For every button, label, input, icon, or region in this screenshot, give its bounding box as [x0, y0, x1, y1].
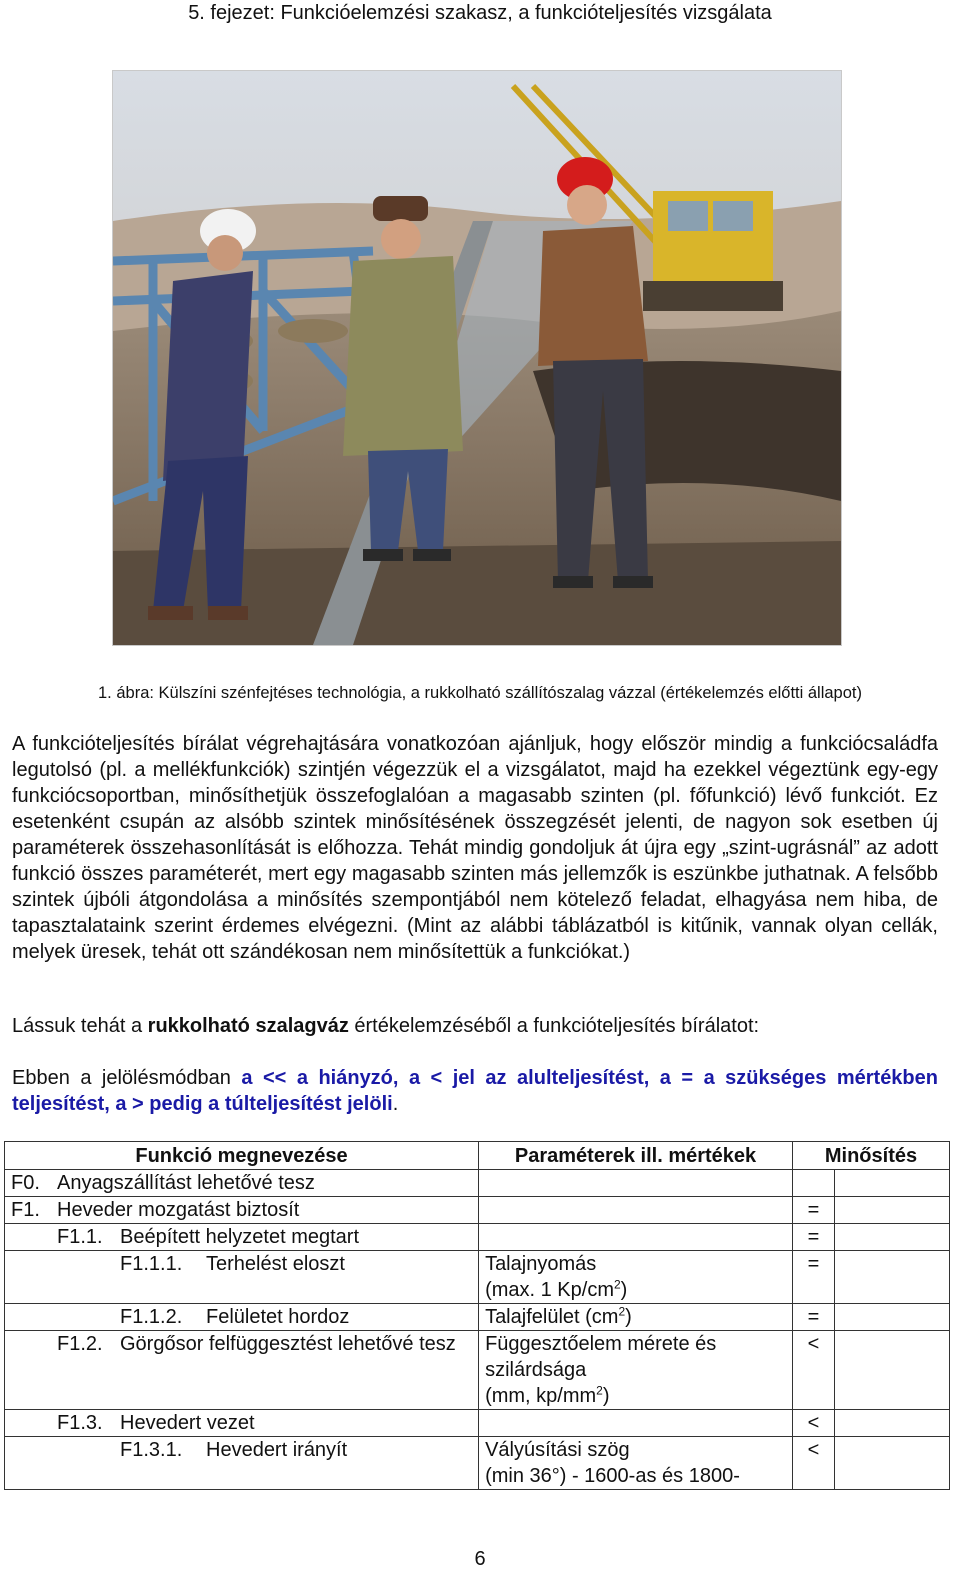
function-name: Görgősor felfüggesztést lehetővé tesz: [120, 1333, 456, 1355]
parameter-cell: [479, 1331, 793, 1410]
function-cell: [5, 1410, 479, 1437]
parameter-cell: [479, 1251, 793, 1304]
function-cell: [5, 1197, 479, 1224]
figure-photo: [112, 70, 842, 646]
parameter-superscript: 2: [613, 1277, 621, 1292]
function-cell: [5, 1437, 479, 1490]
function-cell: [5, 1224, 479, 1251]
function-cell: [5, 1331, 479, 1410]
table-row: [5, 1170, 950, 1197]
rating-cell: <: [793, 1331, 835, 1410]
paragraph-evaluation-lead: [12, 1013, 938, 1039]
page-number: 6: [474, 1548, 486, 1570]
function-code: F1.1.2.: [120, 1306, 183, 1328]
parameter-text: (mm, kp/mm: [485, 1385, 597, 1407]
rating-cell: =: [793, 1197, 835, 1224]
function-name: Terhelést eloszt: [206, 1253, 345, 1275]
function-entry: [11, 1410, 472, 1436]
rating-cell: <: [793, 1410, 835, 1437]
rating-cell: <: [793, 1437, 835, 1490]
table-body: [5, 1170, 950, 1490]
parameter-text: Talajfelület (cm: [485, 1306, 619, 1328]
parameter-text: Függesztőelem mérete és szilárdsága: [485, 1333, 717, 1381]
table-row: [5, 1304, 950, 1331]
table-header-row: [5, 1142, 950, 1170]
parameter-text: ): [620, 1279, 628, 1301]
rating-extra-cell: [834, 1410, 949, 1437]
function-name: Felületet hordoz: [206, 1306, 350, 1328]
table-row: [5, 1437, 950, 1490]
function-name: Anyagszállítást lehetővé tesz: [57, 1172, 315, 1194]
function-evaluation-table: [4, 1141, 950, 1490]
function-cell: [5, 1304, 479, 1331]
header-function-name: Funkció megnevezése: [5, 1142, 479, 1170]
paragraph-notation: [12, 1065, 938, 1117]
paragraph-notation-post: .: [392, 1093, 399, 1115]
parameter-text: (min 36°) - 1600-as és 1800-: [485, 1465, 740, 1487]
rating-extra-cell: [834, 1251, 949, 1304]
parameter-text: ): [602, 1385, 610, 1407]
table-row: [5, 1224, 950, 1251]
function-entry: [11, 1197, 472, 1223]
paragraph-intro: A funkcióteljesítés bírálat végrehajtására vonatkozóan ajánljuk, hogy először mindig a funkciócsaládfa legutolsó (pl. a mellékfunkciók) szintjén végezzük el a vizsgálatot, majd ha ezekkel végeztünk egy-egy funkciócsoportban, minősíthetjük összefoglalóan a magasabb szinten (pl. főfunkció) lévő funkciót. Ez esetenként csupán az alsóbb szintek minősítésének összegzését jelenti, de nagyon sok esetben új paraméterek összehasonlítását is előhozza. Tehát mindig gondoljuk át újra egy „szint-ugrásnál” az adott funkció összes paraméterét, mert egy magasabb szinten más jellemzők is eszünkbe juthatnak. A felsőbb szintek újbóli átgondolása a minősítés szempontjából nem kötelező feladat, elhagyása nem hiba, de tapasztalataink szerint érdemes elvégezni. (Mint az alábbi táblázatból is kitűnik, vannak olyan cellák, melyek üresek, tehát ott szándékosan nem minősítettük a funkciókat.): [12, 733, 938, 963]
rating-cell: =: [793, 1251, 835, 1304]
function-entry: [11, 1224, 472, 1250]
function-code: F1.1.: [57, 1226, 103, 1248]
table-row: [5, 1331, 950, 1410]
function-name: Hevedert vezet: [120, 1412, 255, 1434]
function-entry: [11, 1170, 472, 1196]
function-code: F1.3.1.: [120, 1439, 183, 1461]
function-cell: [5, 1170, 479, 1197]
rating-cell: =: [793, 1304, 835, 1331]
parameter-text: ): [625, 1306, 632, 1328]
header-parameters: Paraméterek ill. mértékek: [479, 1142, 793, 1170]
function-entry: [11, 1251, 472, 1277]
parameter-cell: [479, 1304, 793, 1331]
header-rating: Minősítés: [793, 1142, 950, 1170]
function-name: Heveder mozgatást biztosít: [57, 1199, 300, 1221]
parameter-superscript: 2: [596, 1383, 603, 1398]
function-entry: [11, 1331, 472, 1357]
function-code: F1.3.: [57, 1412, 103, 1434]
parameter-cell: [479, 1170, 793, 1197]
function-entry: [11, 1304, 472, 1330]
rating-extra-cell: [834, 1331, 949, 1410]
paragraph-evaluation-bold: rukkolható szalagváz: [147, 1015, 349, 1037]
rating-extra-cell: [834, 1304, 949, 1331]
rating-extra-cell: [834, 1437, 949, 1490]
parameter-superscript: 2: [618, 1304, 626, 1319]
function-name: Hevedert irányít: [206, 1439, 348, 1461]
paragraph-notation-legend: a << a hiányzó, a < jel az alulteljesítést, a = a szükséges mértékben teljesítést, a > pedig a túlteljesítést jelöli: [12, 1067, 938, 1115]
rating-extra-cell: [834, 1170, 949, 1197]
page-header: 5. fejezet: Funkcióelemzési szakasz, a funkcióteljesítés vizsgálata: [188, 2, 772, 24]
function-cell: [5, 1251, 479, 1304]
parameter-text: (max. 1 Kp/cm: [485, 1279, 614, 1301]
function-code: F1.1.1.: [120, 1253, 183, 1275]
table-row: [5, 1251, 950, 1304]
table-row: [5, 1410, 950, 1437]
parameter-cell: [479, 1224, 793, 1251]
function-code: F1.2.: [57, 1333, 103, 1355]
paragraph-evaluation-pre: Lássuk tehát a: [12, 1015, 148, 1037]
parameter-cell: [479, 1197, 793, 1224]
rating-cell: =: [793, 1224, 835, 1251]
parameter-cell: [479, 1437, 793, 1490]
photo-illustration: [113, 71, 841, 645]
paragraph-evaluation-post: értékelemzéséből a funkcióteljesítés bírálatot:: [348, 1015, 760, 1037]
rating-cell: [793, 1170, 835, 1197]
paragraph-notation-pre: Ebben a jelölésmódban: [12, 1067, 242, 1089]
function-code: F0.: [11, 1172, 40, 1194]
parameter-text: Vályúsítási szög: [485, 1439, 630, 1461]
function-code: F1.: [11, 1199, 40, 1221]
table-row: [5, 1197, 950, 1224]
parameter-cell: [479, 1410, 793, 1437]
rating-extra-cell: [834, 1224, 949, 1251]
figure-caption: 1. ábra: Külszíni szénfejtéses technológia, a rukkolható szállítószalag vázzal (értékelemzés előtti állapot): [98, 684, 862, 702]
parameter-text: Talajnyomás: [485, 1253, 597, 1275]
rating-extra-cell: [834, 1197, 949, 1224]
function-entry: [11, 1437, 472, 1463]
function-name: Beépített helyzetet megtart: [120, 1226, 360, 1248]
